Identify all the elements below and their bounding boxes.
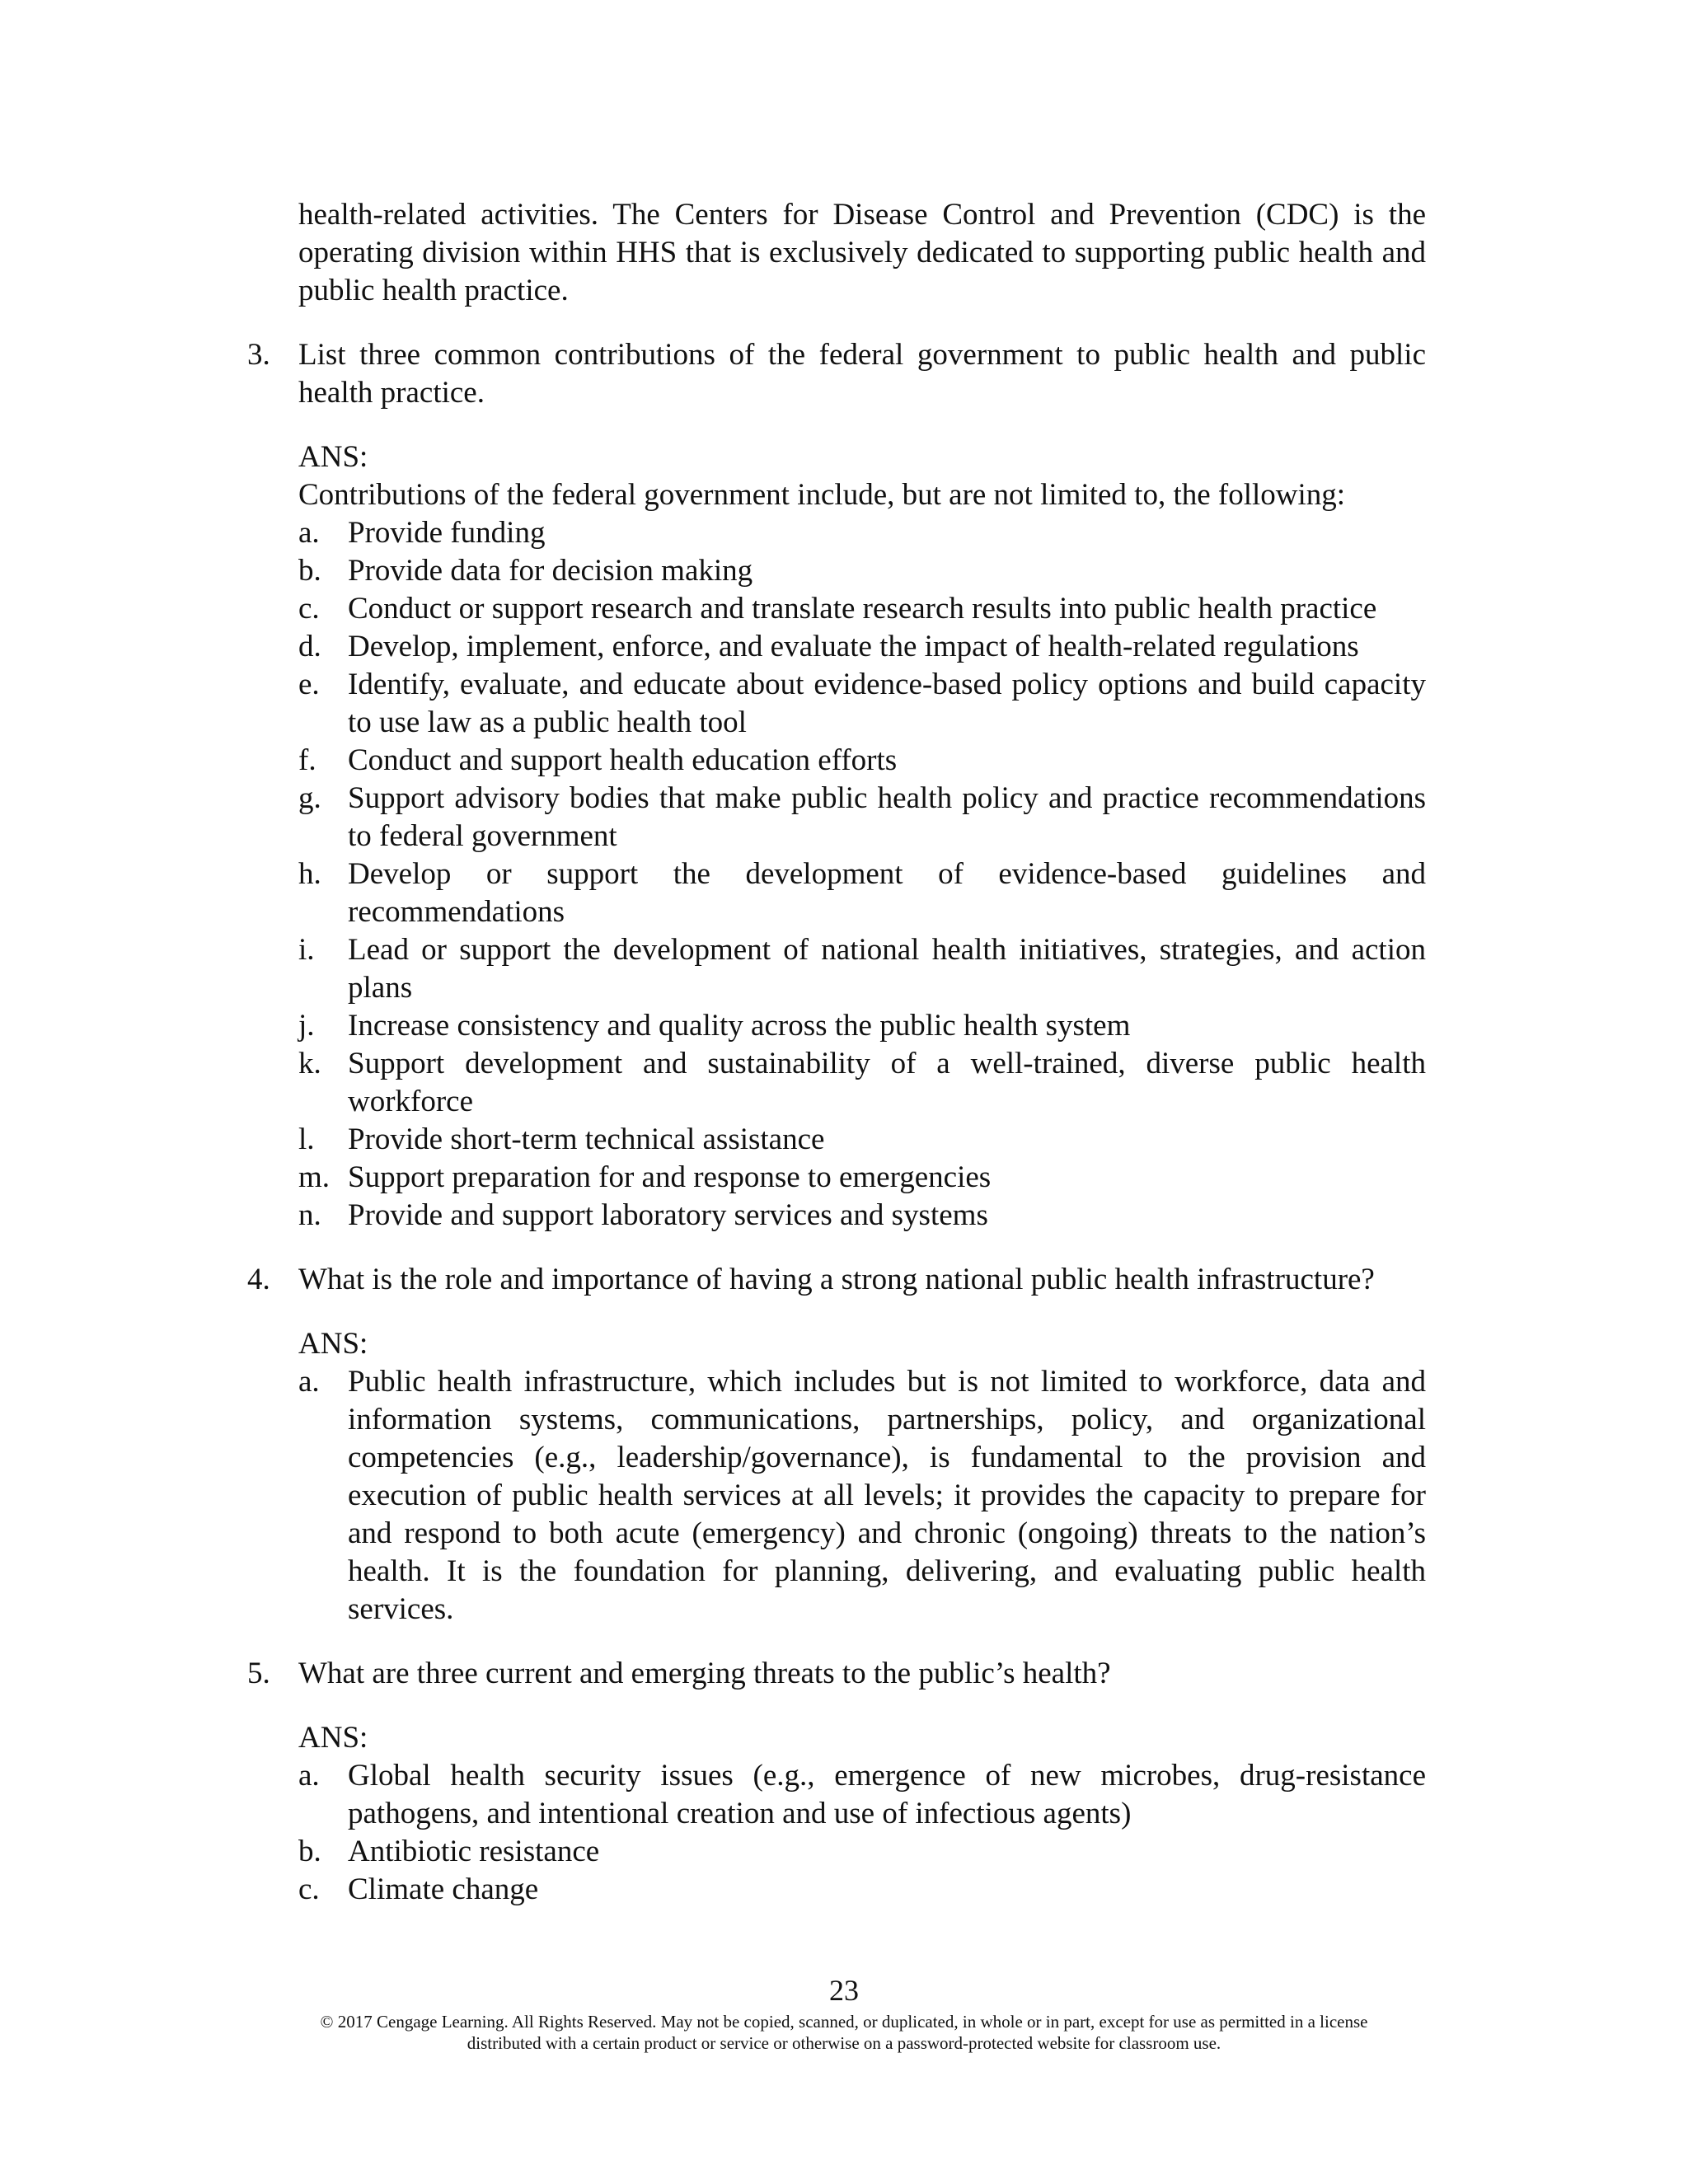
list-letter: k. (298, 1047, 321, 1080)
copyright-line-2: distributed with a certain product or service or otherwise on a password-protected website for classroom use. (467, 2033, 1221, 2053)
list-text: Global health security issues (e.g., emergence of new microbes, drug-resistance pathogens, and intentional creation and use of infectious agents) (348, 1759, 1426, 1830)
list-letter: e. (298, 668, 320, 701)
answer-list (298, 1363, 1426, 1629)
answer-intro: Contributions of the federal government include, but are not limited to, the following: (298, 478, 1346, 512)
list-letter: c. (298, 592, 320, 626)
list-text: Provide funding (348, 516, 546, 550)
list-letter: b. (298, 1835, 321, 1868)
answer-label: ANS: (298, 1721, 368, 1755)
list-item (298, 552, 1426, 590)
list-text: Develop, implement, enforce, and evaluate the impact of health-related regulations (348, 630, 1359, 663)
list-text: Conduct or support research and translate research results into public health practice (348, 592, 1377, 626)
list-letter: h. (298, 857, 321, 891)
list-item (298, 742, 1426, 780)
list-letter: g. (298, 781, 321, 815)
list-text: Antibiotic resistance (348, 1835, 600, 1868)
answer-block-3 (298, 438, 1426, 1235)
list-text: Support preparation for and response to emergencies (348, 1160, 992, 1194)
list-item (298, 1833, 1426, 1871)
list-letter: l. (298, 1122, 315, 1156)
question-text: List three common contributions of the federal government to public health and public health practice. (298, 338, 1426, 410)
question-number: 3. (247, 338, 270, 372)
list-text: Provide short-term technical assistance (348, 1122, 825, 1156)
list-text: Conduct and support health education efforts (348, 743, 898, 777)
list-item (298, 1197, 1426, 1235)
list-item (298, 514, 1426, 552)
list-letter: f. (298, 743, 316, 777)
list-letter: n. (298, 1198, 321, 1232)
list-item (298, 666, 1426, 742)
answer-list (298, 514, 1426, 1235)
copyright-line-1: © 2017 Cengage Learning. All Rights Reserved. May not be copied, scanned, or duplicated, in whole or in part, except for use as permitted in a license (320, 2012, 1368, 2032)
question-3 (247, 336, 1426, 412)
list-text: Provide and support laboratory services and systems (348, 1198, 988, 1232)
answer-block-5 (298, 1719, 1426, 1909)
list-text: Lead or support the development of national health initiatives, strategies, and action plans (348, 933, 1426, 1005)
list-letter: b. (298, 554, 321, 588)
list-letter: j. (298, 1009, 315, 1043)
answer-list (298, 1757, 1426, 1909)
list-letter: i. (298, 933, 315, 967)
question-number: 4. (247, 1263, 270, 1296)
list-item (298, 1007, 1426, 1045)
list-text: Public health infrastructure, which includes but is not limited to workforce, data and information systems, communications, partnerships, policy, and organizational competencies (e.g., leadership/governance), is fundamental to the provision and execution of public health services at all levels; it provides the capacity to prepare for and respond to both acute (emergency) and chronic (ongoing) threats to the nation’s health. It is the foundation for planning, delivering, and evaluating public health services. (348, 1365, 1426, 1626)
list-text: Increase consistency and quality across the public health system (348, 1009, 1131, 1043)
list-letter: a. (298, 1759, 320, 1793)
copyright-notice (0, 2011, 1688, 2054)
list-text: Develop or support the development of evidence-based guidelines and recommendations (348, 857, 1426, 929)
list-item (298, 780, 1426, 855)
list-text: Support advisory bodies that make public health policy and practice recommendations to federal government (348, 781, 1426, 853)
list-text: Provide data for decision making (348, 554, 753, 588)
list-item (298, 1045, 1426, 1121)
page-number: 23 (829, 1974, 859, 2007)
list-item (298, 1159, 1426, 1197)
question-5 (247, 1655, 1426, 1693)
list-item (298, 855, 1426, 931)
question-text: What is the role and importance of having a strong national public health infrastructure? (298, 1263, 1375, 1296)
list-item (298, 590, 1426, 628)
list-text: Climate change (348, 1872, 539, 1906)
list-letter: c. (298, 1872, 320, 1906)
list-text: Support development and sustainability of a well-trained, diverse public health workforce (348, 1047, 1426, 1118)
list-letter: m. (298, 1160, 331, 1194)
list-item (298, 1871, 1426, 1909)
list-item (298, 1757, 1426, 1833)
question-number: 5. (247, 1657, 270, 1690)
page-content (247, 196, 1426, 1909)
list-item (298, 931, 1426, 1007)
list-letter: a. (298, 516, 320, 550)
list-text: Identify, evaluate, and educate about evidence-based policy options and build capacity to use law as a public health tool (348, 668, 1426, 739)
list-item (298, 1121, 1426, 1159)
intro-paragraph: health-related activities. The Centers for Disease Control and Prevention (CDC) is the operating division within HHS that is exclusively dedicated to supporting public health and public health practice. (298, 198, 1426, 307)
question-4 (247, 1261, 1426, 1299)
list-letter: d. (298, 630, 321, 663)
list-item (298, 628, 1426, 666)
list-letter: a. (298, 1365, 320, 1399)
answer-block-4 (298, 1325, 1426, 1629)
question-text: What are three current and emerging threats to the public’s health? (298, 1657, 1111, 1690)
list-item (298, 1363, 1426, 1629)
answer-label: ANS: (298, 1327, 368, 1361)
answer-label: ANS: (298, 440, 368, 474)
